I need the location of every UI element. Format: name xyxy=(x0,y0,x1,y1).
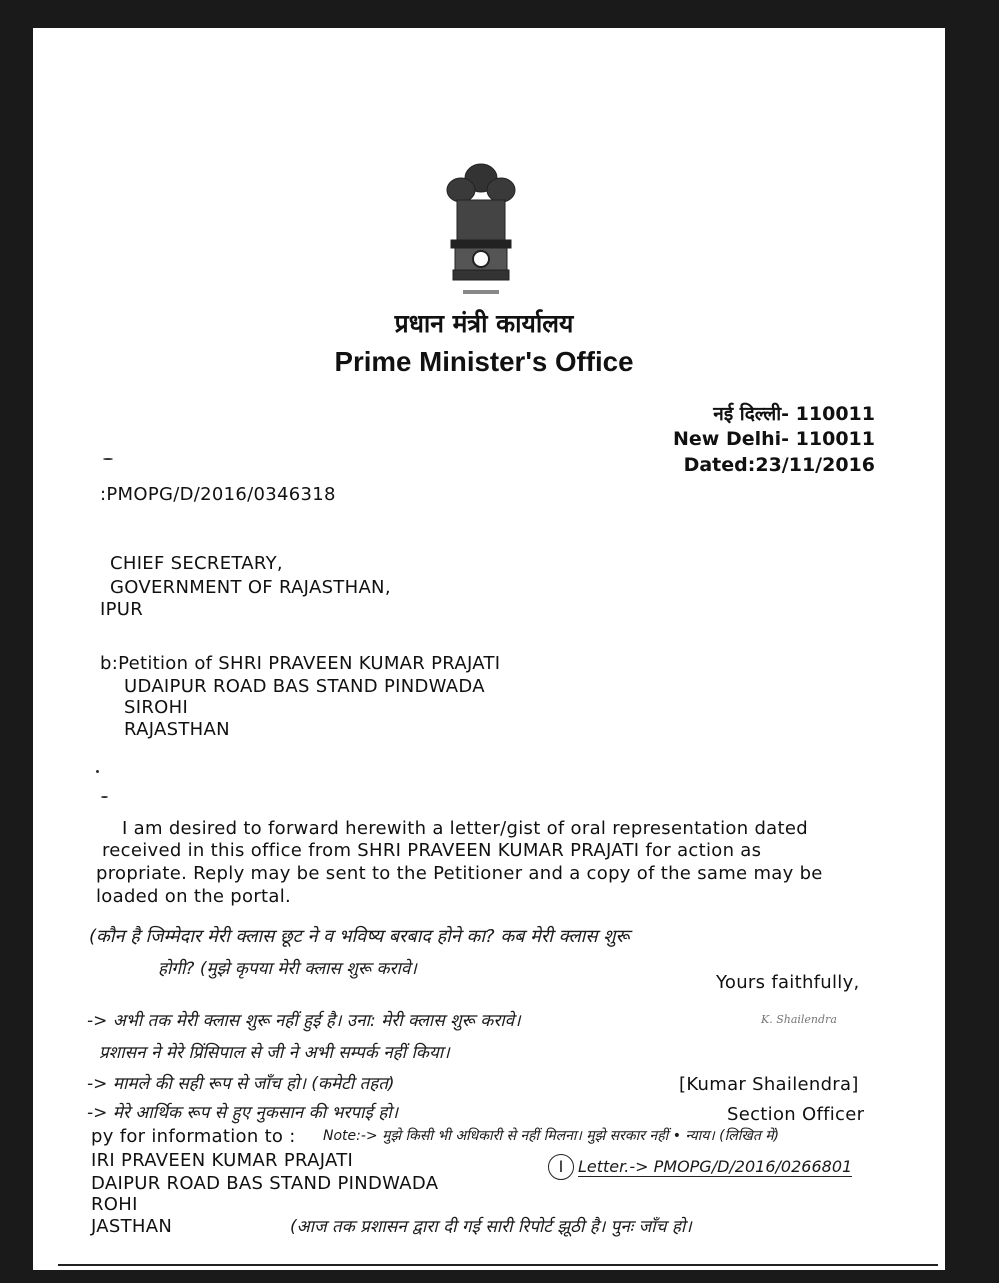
bottom-rule xyxy=(58,1264,938,1266)
copy-line-1: IRI PRAVEEN KUMAR PRAJATI xyxy=(91,1150,354,1171)
handwritten-note-2: होगी? (मुझे कृपया मेरी क्लास शुरू करावे। xyxy=(158,959,417,979)
copy-line-4: JASTHAN xyxy=(91,1216,173,1237)
signature: K. Shailendra xyxy=(761,1013,837,1026)
signatory-designation: Section Officer xyxy=(727,1104,865,1125)
recipient-line-2: GOVERNMENT OF RAJASTHAN, xyxy=(110,577,391,598)
body-line-1: I am desired to forward herewith a letter/gist of oral representation dated xyxy=(122,818,808,839)
national-emblem-icon xyxy=(441,156,521,316)
office-title-english: Prime Minister's Office xyxy=(334,346,634,377)
office-title-hindi: प्रधान मंत्री कार्यालय xyxy=(394,309,574,338)
body-line-4: loaded on the portal. xyxy=(96,886,292,907)
subject-line-2: UDAIPUR ROAD BAS STAND PINDWADA xyxy=(124,676,485,697)
handwritten-note-8: Letter.-> PMOPG/D/2016/0266801 xyxy=(578,1157,853,1176)
subject-line-4: RAJASTHAN xyxy=(124,719,230,740)
handwritten-note-3: -> अभी तक मेरी क्लास शुरू नहीं हुई है। उना: मेरी क्लास शुरू करावे। xyxy=(87,1011,521,1031)
subject-line-3: SIROHI xyxy=(124,697,189,718)
reference-number: :PMOPG/D/2016/0346318 xyxy=(100,484,336,505)
address-english: New Delhi- 110011 xyxy=(673,428,875,450)
letter-date: Dated:23/11/2016 xyxy=(683,454,875,476)
body-line-3: propriate. Reply may be sent to the Petitioner and a copy of the same may be xyxy=(96,863,823,884)
copy-line-2: DAIPUR ROAD BAS STAND PINDWADA xyxy=(91,1173,439,1194)
letter-page xyxy=(33,28,945,1270)
body-line-2: received in this office from SHRI PRAVEEN KUMAR PRAJATI for action as xyxy=(102,840,762,861)
scan-mark xyxy=(101,796,108,798)
handwritten-note-1: (कौन है जिम्मेदार मेरी क्लास छूट ने व भविष्य बरबाद होने का? कब मेरी क्लास शुरू xyxy=(89,926,630,947)
scan-mark xyxy=(96,770,99,773)
copy-to-label: py for information to : xyxy=(91,1126,296,1147)
recipient-line-1: CHIEF SECRETARY, xyxy=(110,553,283,574)
handwritten-note-6: -> मेरे आर्थिक रूप से हुए नुकसान की भरपाई हो। xyxy=(87,1103,399,1123)
handwritten-note-5: -> मामले की सही रूप से जाँच हो। (कमेटी तहत) xyxy=(87,1074,395,1094)
handwritten-note-9: (आज तक प्रशासन द्वारा दी गई सारी रिपोर्ट झूठी है। पुनः जाँच हो। xyxy=(290,1217,692,1237)
subject-line-1: b:Petition of SHRI PRAVEEN KUMAR PRAJATI xyxy=(100,653,501,674)
signatory-name: [Kumar Shailendra] xyxy=(679,1074,859,1095)
address-hindi: नई दिल्ली- 110011 xyxy=(713,403,875,425)
recipient-line-3: IPUR xyxy=(100,599,144,620)
handwritten-note-7: Note:-> मुझे किसी भी अधिकारी से नहीं मिलना। मुझे सरकार नहीं • न्याय। (लिखित में) xyxy=(323,1128,780,1144)
handwritten-note-4: प्रशासन ने मेरे प्रिंसिपाल से जी ने अभी सम्पर्क नहीं किया। xyxy=(99,1043,450,1063)
scan-mark xyxy=(103,458,113,460)
closing-yours-faithfully: Yours faithfully, xyxy=(716,972,860,993)
handwritten-letter-reference xyxy=(548,1154,852,1180)
circled-number: I xyxy=(548,1154,574,1180)
copy-line-3: ROHI xyxy=(91,1194,138,1215)
